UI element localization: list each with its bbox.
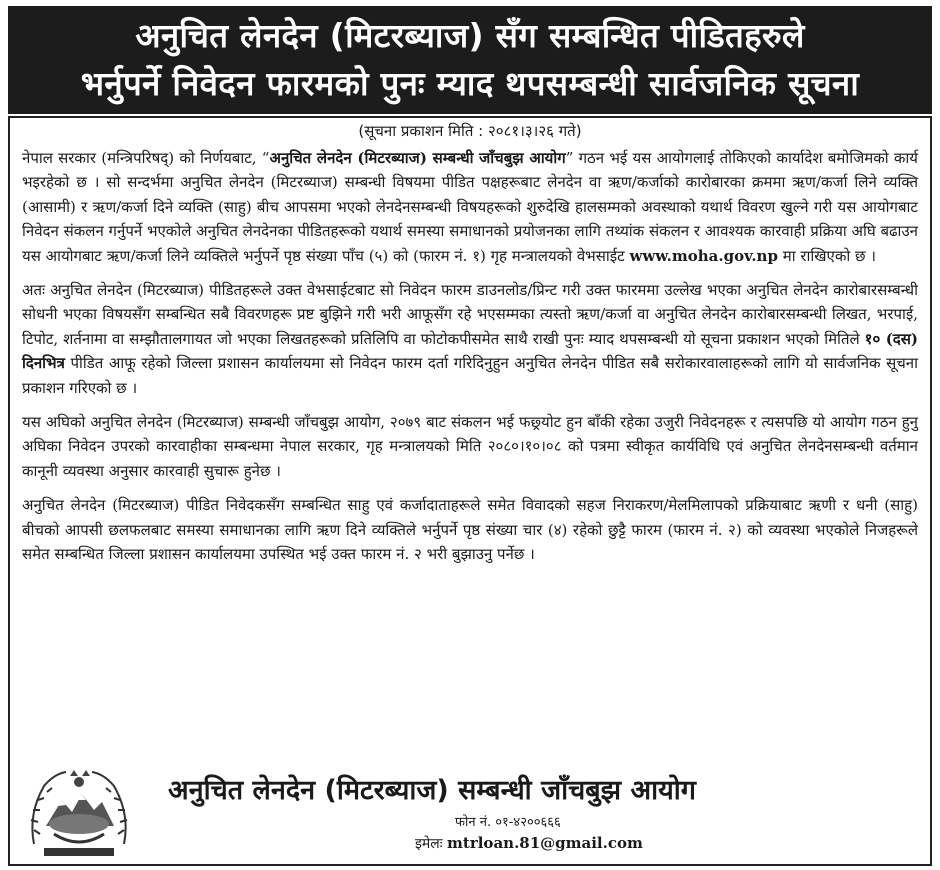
nepal-government-emblem-icon — [24, 764, 134, 860]
publication-date: (सूचना प्रकाशन मिति : २०८१।३।२६ गते) — [358, 122, 582, 140]
paragraph-3: यस अघिको अनुचित लेनदेन (मिटरब्याज) सम्बन्धी जाँचबुझ आयोग, २०७९ बाट संकलन भई फछ्र्योट हुन बाँकी रहेका उजुरी निवेदनहरू र त्यसपछि यो आयोग गठन हुनु अघिका निवेदन उपरको कारवाहीका सम्बन्धमा नेपाल सरकार, गृह मन्त्रालयको मिति २०८०।१०।०८ को पत्रमा स्वीकृत कार्यविधि एवं अनुचित लेनदेनसम्बन्धी वर्तमान कानूनी व्यवस्था अनुसार कारवाही सुचारू हुनेछ । — [22, 413, 918, 480]
website-link[interactable]: www.moha.gov.np — [629, 246, 778, 265]
paragraph-1 — [22, 146, 918, 268]
paragraph-2-text-a: अतः अनुचित लेनदेन (मिटरब्याज) पीडितहरूले उक्त वेभसाईटबाट सो निवेदन फारम डाउनलोड/प्रिन्ट गरी उक्त फारममा उल्लेख भएका अनुचित लेनदेन कारोबारसम्बन्धी सोधनी भएका विषयसँग सम्बन्धित सबै विवरणहरू प्रष्ट बुझिने गरी भरी आफूसँग रहे भएसम्मका त्यस्तो ऋण/कर्जा वा अनुचित लेनदेन कारोबारसम्बन्धी लिखत, भरपाई, टिपोट, शर्तनामा वा सम्झौतालगायत जो भएका लिखतहरूको प्रतिलिपि वा फोटोकपीसमेत साथै राखी पुनः म्याद थपसम्बन्धी यो सूचना प्रकाशन भएको मितिले — [22, 281, 918, 348]
paragraph-4: अनुचित लेनदेन (मिटरब्याज) पीडित निवेदकसँग सम्बन्धित साहु एवं कर्जादाताहरूले समेत विवादको सहज निराकरण/मेलमिलापको प्रक्रियाबाट ऋणी र धनी (साहु) बीचको आपसी छलफलबाट समस्या समाधानका लागि ऋण दिने व्यक्तिले भर्नुपर्ने पृष्ठ संख्या चार (४) रहेको छुट्टै फारम (फारम नं. २) को व्यवस्था भएकोले निजहरूले समेत सम्बन्धित जिल्ला प्रशासन कार्यालयमा उपस्थित भई उक्त फारम नं. २ भरी बुझाउनु पर्नेछ । — [22, 496, 918, 564]
notice-body — [22, 146, 918, 577]
email-row — [415, 834, 643, 853]
paragraph-2 — [22, 278, 918, 400]
paragraph-1-text-b: ” गठन भई यस आयोगलाई तोकिएको कार्यादेश बमोजिमको कार्य भइरहेको छ । सो सन्दर्भमा अनुचित लेनदेन (मिटरब्याज) सम्बन्धी विषयमा पीडित पक्षहरूबाट लेनदेन वा ऋण/कर्जाको कारोबारका क्रममा ऋण/कर्जा लिने व्यक्ति (आसामी) र ऋण/कर्जा दिने व्यक्ति (साहु) बीच आपसमा भएको लेनदेनसम्बन्धी विषयहरूको शुरुदेखि हालसम्मको अवस्थाको यथार्थ विवरण खुल्ने गरी यस आयोगबाट निवेदन संकलन गर्नुपर्ने भएकोले अनुचित लेनदेनका पीडितहरूको यथार्थ समस्या समाधानको प्रयोजनका लागि तथ्यांक संकलन र आवश्यक कारवाही प्रक्रिया अघि बढाउन यस आयोगबाट ऋण/कर्जा लिने व्यक्तिले भर्नुपर्ने पृष्ठ संख्या पाँच (५) को (फारम नं. १) गृह मन्त्रालयको वेभसाईट — [22, 149, 918, 265]
paragraph-2-text-b: पीडित आफू रहेको जिल्ला प्रशासन कार्यालयमा सो निवेदन फारम दर्ता गरिदिनुहुन अनुचित लेनदेन पीडित सबै सरोकारवालाहरूको लागि यो सार्वजनिक सूचना प्रकाशन गरिएको छ । — [22, 354, 918, 397]
notice-header — [8, 6, 932, 114]
email-label: इमेलः — [415, 836, 443, 852]
notice-title-line-1: अनुचित लेनदेन (मिटरब्याज) सँग सम्बन्धित पीडितहरुले — [135, 16, 805, 55]
notice-title-line-2: भर्नुपर्ने निवेदन फारमको पुनः म्याद थपसम्बन्धी सार्वजनिक सूचना — [80, 64, 860, 103]
deadline-days: १० (दस) दिनभित्र — [22, 329, 918, 373]
paragraph-1-text-a: नेपाल सरकार (मन्त्रिपरिषद्) को निर्णयबाट, “ — [22, 149, 270, 167]
paragraph-1-text-c: मा राखिएको छ । — [777, 246, 876, 265]
commission-name: अनुचित लेनदेन (मिटरब्याज) सम्बन्धी जाँचबुझ आयोग — [168, 775, 696, 806]
commission-name-inline: अनुचित लेनदेन (मिटरब्याज) सम्बन्धी जाँचबुझ आयोग — [269, 149, 566, 167]
email-address[interactable]: mtrloan.81@gmail.com — [447, 834, 643, 852]
phone-number: फोन नं. ०१-४२००६६६ — [455, 815, 561, 830]
